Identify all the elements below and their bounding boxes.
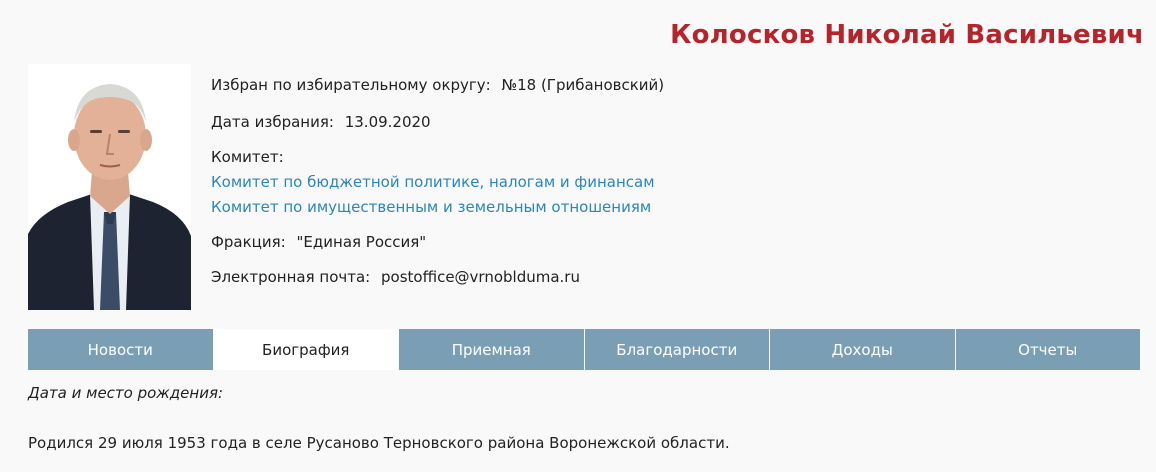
email-row: [211, 268, 580, 286]
committee-link-property[interactable]: Комитет по имущественным и земельным отношениям: [211, 198, 652, 216]
tab-news[interactable]: Новости: [28, 329, 214, 370]
birth-section-label: Дата и место рождения:: [28, 384, 224, 402]
email-value: postoffice@vrnoblduma.ru: [381, 268, 580, 286]
committee-label: Комитет:: [211, 148, 284, 166]
election-date-row: [211, 113, 431, 131]
tab-acknowledgements[interactable]: Благодарности: [585, 329, 771, 370]
deputy-name-heading: Колосков Николай Васильевич: [670, 20, 1144, 50]
faction-value: "Единая Россия": [296, 233, 427, 251]
district-label: Избран по избирательному округу:: [211, 76, 491, 94]
election-date-value: 13.09.2020: [344, 113, 431, 131]
tab-biography[interactable]: Биография: [214, 329, 400, 370]
tab-income[interactable]: Доходы: [770, 329, 956, 370]
deputy-photo: [28, 64, 191, 310]
district-value: №18 (Грибановский): [501, 76, 665, 94]
faction-label: Фракция:: [211, 233, 286, 251]
faction-row: [211, 233, 426, 251]
election-date-label: Дата избрания:: [211, 113, 334, 131]
tab-reception[interactable]: Приемная: [399, 329, 585, 370]
profile-tabs: [28, 329, 1140, 370]
committee-link-budget[interactable]: Комитет по бюджетной политике, налогам и финансам: [211, 173, 655, 191]
district-row: [211, 76, 664, 94]
tab-reports[interactable]: Отчеты: [956, 329, 1141, 370]
birth-info-text: Родился 29 июля 1953 года в селе Русаново Терновского района Воронежской области.: [28, 434, 730, 452]
email-label: Электронная почта:: [211, 268, 371, 286]
